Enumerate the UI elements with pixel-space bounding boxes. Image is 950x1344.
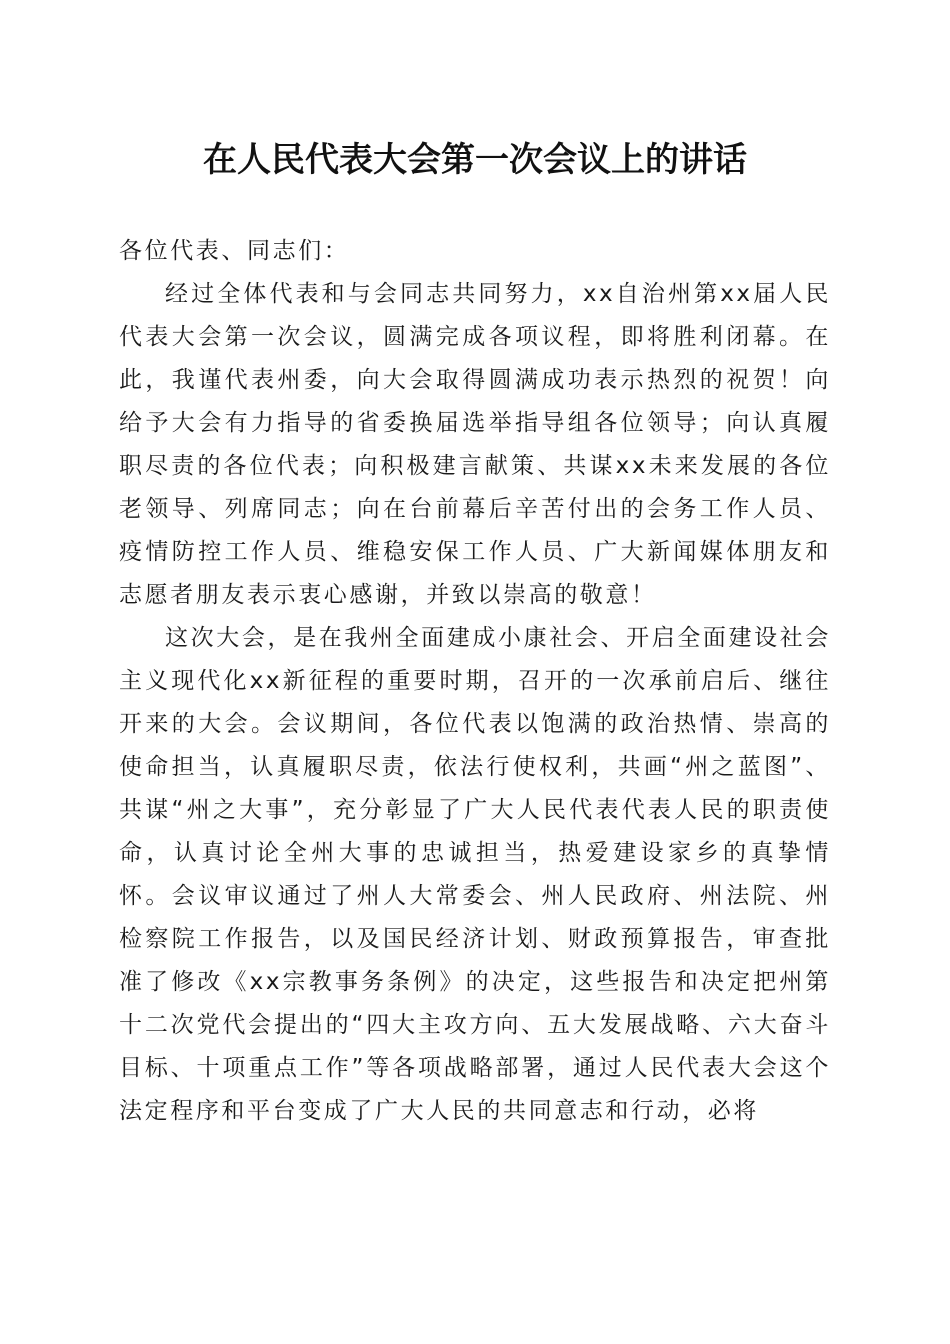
document-body: [119, 230, 831, 1133]
paragraph-1: 经过全体代表和与会同志共同努力，xx自治州第xx届人民代表大会第一次会议，圆满完成各项议程，即将胜利闭幕。在此，我谨代表州委，向大会取得圆满成功表示热烈的祝贺！向给予大会有力指导的省委换届选举指导组各位领导；向认真履职尽责的各位代表；向积极建言献策、共谋xx未来发展的各位老领导、列席同志；向在台前幕后辛苦付出的会务工作人员、疫情防控工作人员、维稳安保工作人员、广大新闻媒体朋友和志愿者朋友表示衷心感谢，并致以崇高的敬意！: [119, 281, 831, 608]
paragraph-2: 这次大会，是在我州全面建成小康社会、开启全面建设社会主义现代化xx新征程的重要时期，召开的一次承前启后、继往开来的大会。会议期间，各位代表以饱满的政治热情、崇高的使命担当，认真履职尽责，依法行使权利，共画“州之蓝图”、共谋“州之大事”，充分彰显了广大人民代表代表人民的职责使命，认真讨论全州大事的忠诚担当，热爱建设家乡的真挚情怀。会议审议通过了州人大常委会、州人民政府、州法院、州检察院工作报告，以及国民经济计划、财政预算报告，审查批准了修改《xx宗教事务条例》的决定，这些报告和决定把州第十二次党代会提出的“四大主攻方向、五大发展战略、六大奋斗目标、十项重点工作”等各项战略部署，通过人民代表大会这个法定程序和平台变成了广大人民的共同意志和行动，必将: [119, 625, 831, 1124]
document-title: 在人民代表大会第一次会议上的讲话: [203, 140, 747, 180]
salutation: 各位代表、同志们：: [119, 238, 350, 264]
